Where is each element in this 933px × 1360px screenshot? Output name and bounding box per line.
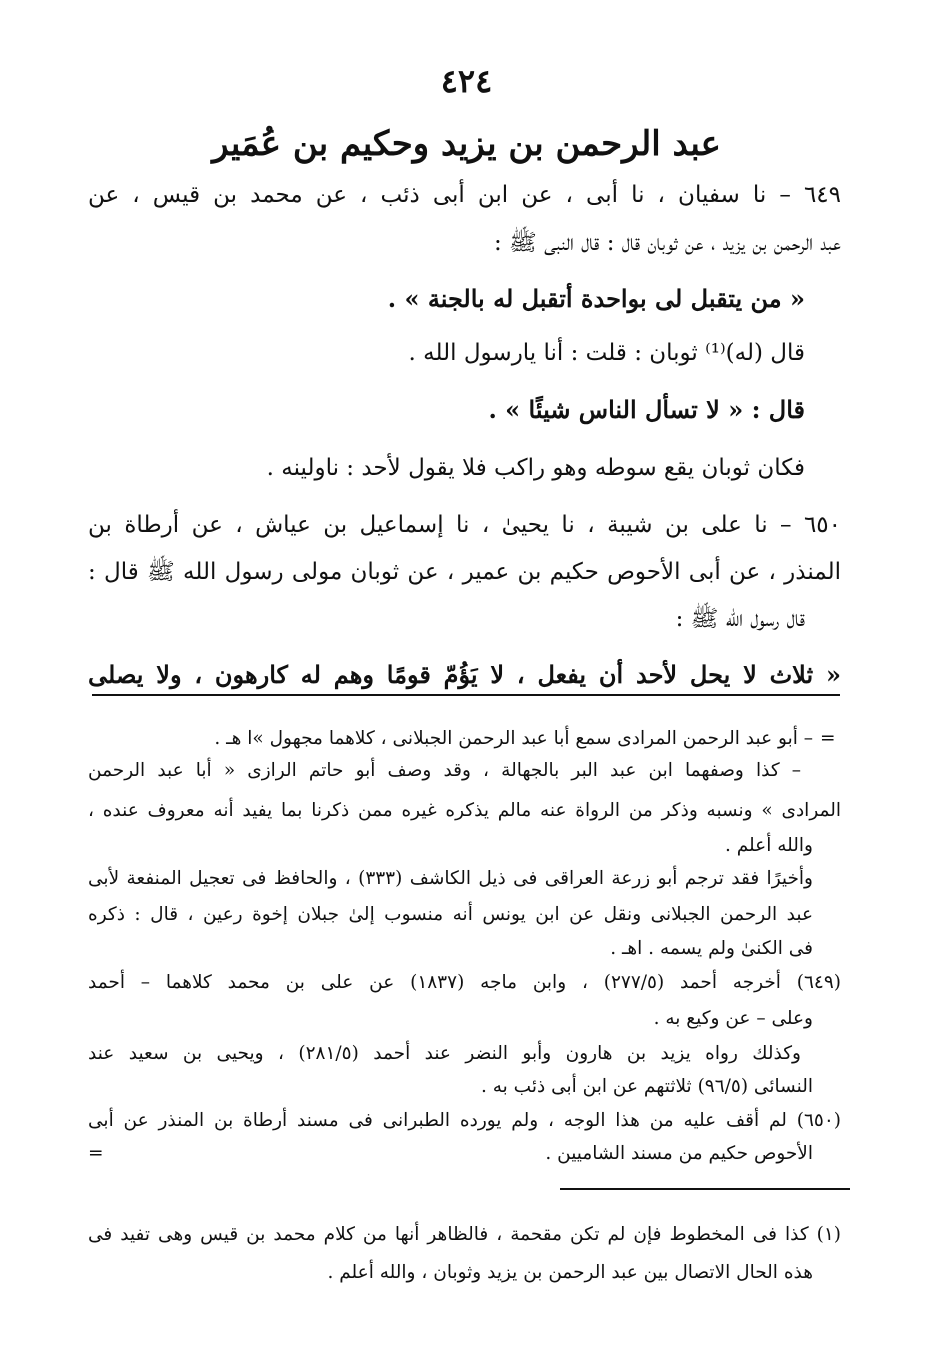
body-line: « من يتقبل لى بواحدة أتقبل له بالجنة » .	[387, 284, 805, 313]
notes-line: الأحوص حكيم من مسند الشاميين .	[545, 1143, 813, 1164]
notes-line: (٦٤٩) أخرجه أحمد (٢٧٧/٥) ، وابن ماجه (١٨٣٧) عن على بن محمد كلاهما – أحمد	[88, 972, 841, 993]
text-divider	[92, 694, 840, 696]
footnote-line: (١) كذا فى المخطوط فإن لم تكن مقحمة ، فالظاهر أنها من كلام محمد بن قيس وهى تفيد فى	[88, 1224, 841, 1245]
body-line: ٦٥٠ – نا على بن شيبة ، نا يحيىٰ ، نا إسماعيل بن عياش ، عن أرطاة بن	[88, 512, 841, 538]
continuation-mark: =	[88, 1143, 104, 1164]
notes-line: (٦٥٠) لم أقف عليه من هذا الوجه ، ولم يورده الطبرانى فى مسند أرطاة بن المنذر عن أبى	[88, 1110, 841, 1131]
notes-line: فى الكنىٰ ولم يسمه . اهـ .	[610, 938, 813, 959]
body-line: المنذر ، عن أبى الأحوص حكيم بن عمير ، عن ثوبان مولى رسول الله ﷺ قال :	[88, 559, 841, 585]
body-line: قال : « لا تسأل الناس شيئًا » .	[488, 395, 805, 424]
page-number: ٤٢٤	[440, 62, 493, 100]
section-title: عبد الرحمن بن يزيد وحكيم بن عُمَير	[212, 124, 721, 164]
notes-line: والله أعلم .	[724, 835, 813, 856]
body-line: عبد الرحمن بن يزيد ، عن ثوبان قال : قال النبى ﷺ :	[494, 230, 841, 256]
notes-line: وكذلك رواه يزيد بن هارون وأبو النضر عند أحمد (٢٨١/٥) ، ويحيى بن سعيد عند	[88, 1043, 801, 1064]
notes-line: النسائى (٩٦/٥) ثلاثتهم عن ابن أبى ذئب به .	[480, 1076, 813, 1097]
notes-line: وأخيرًا فقد ترجم أبو زرعة العراقى فى ذيل الكاشف (٣٣٣) ، والحافظ فى تعجيل المنفعة لأبى	[88, 868, 813, 889]
continuation-mark: =	[820, 728, 836, 749]
notes-line: وعلى – عن وكيع به .	[653, 1008, 813, 1029]
body-line: « ثلاث لا يحل لأحد أن يفعل ، لا يَؤُمّ قومًا وهم له كارهون ، ولا يصلى	[88, 660, 841, 689]
body-line: قال رسول الله ﷺ :	[675, 606, 805, 632]
footnote-line: هذه الحال الاتصال بين عبد الرحمن بن يزيد وثوبان ، والله أعلم .	[327, 1262, 813, 1283]
footnote-divider	[560, 1188, 850, 1190]
notes-line: عبد الرحمن الجبلانى ونقل عن ابن يونس أنه منسوب إلىٰ جبلان إخوة رعين ، قال : ذكره	[88, 904, 813, 925]
notes-line: المرادى » ونسبه وذكر من الرواة عنه مالم يذكره غيره ممن ذكرنا بما يفيد أنه معروف عنده ،	[88, 800, 841, 821]
body-line: ٦٤٩ – نا سفيان ، نا أبى ، عن ابن أبى ذئب ، عن محمد بن قيس ، عن	[88, 182, 841, 208]
notes-line: – كذا وصفهما ابن عبد البر بالجهالة ، وقد وصف أبو حاتم الرازى « أبا عبد الرحمن	[88, 760, 801, 781]
body-line: فكان ثوبان يقع سوطه وهو راكب فلا يقول لأحد : ناولينه .	[266, 455, 805, 481]
notes-line: – أبو عبد الرحمن المرادى سمع أبا عبد الرحمن الجبلانى ، كلاهما مجهول »ا هـ .	[214, 728, 813, 749]
body-line: قال (له)⁽¹⁾ ثوبان : قلت : أنا يارسول الله .	[408, 340, 805, 366]
